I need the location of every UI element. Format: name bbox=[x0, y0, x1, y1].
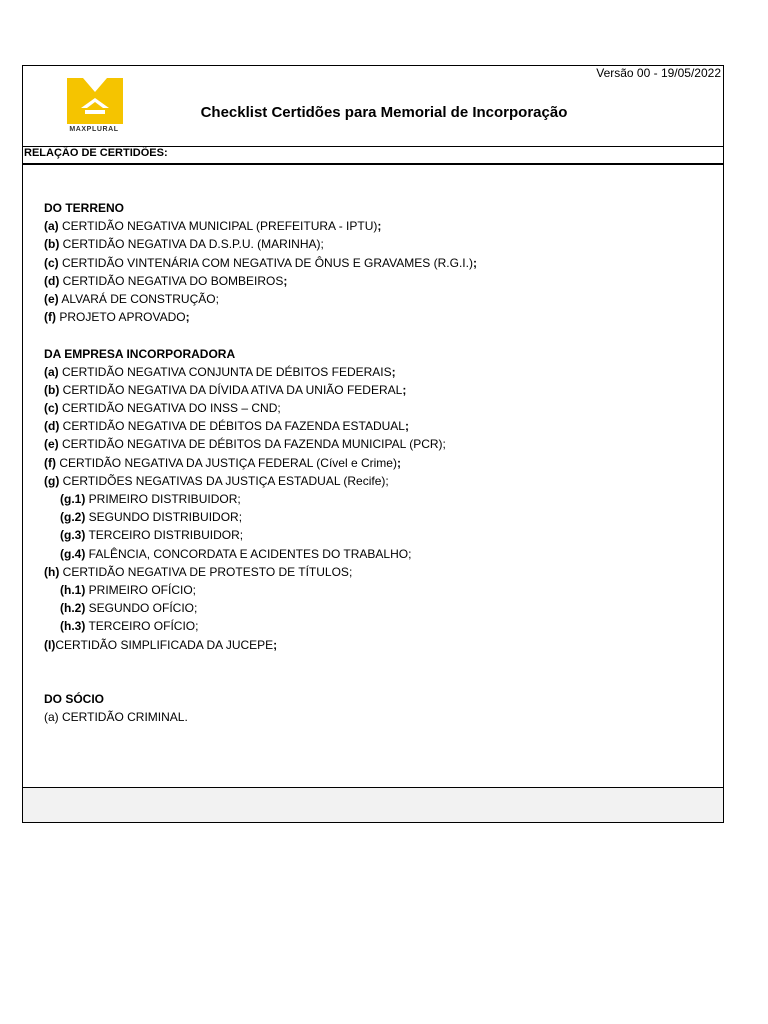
checklist-sheet bbox=[22, 65, 724, 823]
list-item bbox=[44, 617, 723, 635]
list-item bbox=[44, 545, 723, 563]
item-key: (g.2) bbox=[60, 510, 86, 525]
item-key: (d) bbox=[44, 419, 60, 434]
item-text: FALÊNCIA, CONCORDATA E ACIDENTES DO TRABALHO; bbox=[85, 546, 412, 561]
list-item bbox=[44, 708, 723, 726]
item-key: (b) bbox=[44, 382, 60, 397]
list-item bbox=[44, 381, 723, 399]
item-text: CERTIDÃO NEGATIVA DO BOMBEIROS bbox=[59, 273, 284, 288]
item-text: ALVARÁ DE CONSTRUÇÃO; bbox=[58, 291, 219, 306]
item-text: CERTIDÃO NEGATIVA DE DÉBITOS DA FAZENDA MUNICIPAL (PCR); bbox=[58, 437, 446, 452]
item-end: ; bbox=[396, 455, 401, 470]
item-text: CERTIDÃO NEGATIVA DO INSS – CND; bbox=[58, 401, 281, 416]
item-text: CERTIDÃO NEGATIVA DA JUSTIÇA FEDERAL (Cível e Crime) bbox=[56, 455, 397, 470]
item-text: CERTIDÃO VINTENÁRIA COM NEGATIVA DE ÔNUS E GRAVAMES (R.G.I.) bbox=[58, 255, 473, 270]
item-end: ; bbox=[377, 219, 382, 234]
item-key: (g.4) bbox=[60, 546, 86, 561]
footer-band bbox=[23, 788, 723, 822]
item-text: CERTIDÃO SIMPLIFICADA DA JUCEPE bbox=[55, 637, 274, 652]
item-text: PROJETO APROVADO bbox=[56, 310, 186, 325]
item-key: (d) bbox=[44, 273, 60, 288]
item-key: (g.1) bbox=[60, 492, 86, 506]
item-text: SEGUNDO OFÍCIO; bbox=[85, 601, 198, 616]
version-label: Versão 00 - 19/05/2022 bbox=[596, 66, 721, 80]
item-text: PRIMEIRO DISTRIBUIDOR; bbox=[85, 492, 241, 506]
item-key: (g.3) bbox=[60, 528, 86, 543]
item-key: (e) bbox=[44, 291, 59, 306]
item-key: (h.1) bbox=[60, 582, 86, 597]
item-text: SEGUNDO DISTRIBUIDOR; bbox=[85, 510, 243, 525]
item-text: TERCEIRO OFÍCIO; bbox=[85, 619, 199, 634]
list-item bbox=[44, 235, 723, 253]
item-key: (f) bbox=[44, 310, 56, 325]
item-end: ; bbox=[472, 255, 477, 270]
item-text: CERTIDÃO NEGATIVA DA D.S.P.U. (MARINHA); bbox=[59, 237, 324, 252]
item-text: CERTIDÃO NEGATIVA CONJUNTA DE DÉBITOS FEDERAIS bbox=[58, 364, 392, 379]
item-key: (b) bbox=[44, 237, 60, 252]
list-item bbox=[44, 636, 723, 654]
item-key: (e) bbox=[44, 437, 59, 452]
item-text: (a) CERTIDÃO CRIMINAL. bbox=[44, 710, 188, 725]
list-item bbox=[44, 454, 723, 472]
item-key: (h.2) bbox=[60, 601, 86, 616]
header bbox=[23, 66, 723, 147]
item-text: CERTIDÃO NEGATIVA DE PROTESTO DE TÍTULOS; bbox=[59, 564, 353, 579]
item-key: (f) bbox=[44, 455, 56, 470]
list-item bbox=[44, 508, 723, 526]
list-item bbox=[44, 472, 723, 490]
item-end: ; bbox=[391, 364, 396, 379]
item-text: TERCEIRO DISTRIBUIDOR; bbox=[85, 528, 244, 543]
list-item bbox=[44, 399, 723, 417]
relacao-label: RELAÇÃO DE CERTIDÕES: bbox=[23, 147, 723, 165]
section-heading-empresa: DA EMPRESA INCORPORADORA bbox=[44, 346, 236, 361]
list-item bbox=[44, 363, 723, 381]
item-text: CERTIDÕES NEGATIVAS DA JUSTIÇA ESTADUAL (Recife); bbox=[59, 473, 389, 488]
list-item bbox=[44, 254, 723, 272]
certidoes-list bbox=[23, 165, 723, 788]
list-item bbox=[44, 272, 723, 290]
item-key: (g) bbox=[44, 473, 60, 488]
list-item bbox=[44, 435, 723, 453]
list-item bbox=[44, 599, 723, 617]
item-text: CERTIDÃO NEGATIVA DE DÉBITOS DA FAZENDA ESTADUAL bbox=[59, 419, 405, 434]
item-end: ; bbox=[283, 273, 288, 288]
section-heading-terreno: DO TERRENO bbox=[44, 201, 125, 215]
item-key: (a) bbox=[44, 364, 59, 379]
item-key: (c) bbox=[44, 401, 59, 416]
list-item bbox=[44, 526, 723, 544]
section-heading-socio: DO SÓCIO bbox=[44, 692, 105, 707]
item-end: ; bbox=[185, 310, 190, 325]
item-text: PRIMEIRO OFÍCIO; bbox=[85, 582, 197, 597]
item-end: ; bbox=[404, 419, 409, 434]
item-key: (c) bbox=[44, 255, 59, 270]
item-end: ; bbox=[273, 637, 278, 652]
item-text: CERTIDÃO NEGATIVA MUNICIPAL (PREFEITURA - IPTU) bbox=[58, 219, 378, 234]
item-key: (a) bbox=[44, 219, 59, 234]
page-title: Checklist Certidões para Memorial de Incorporação bbox=[200, 104, 568, 121]
list-item bbox=[44, 563, 723, 581]
item-text: CERTIDÃO NEGATIVA DA DÍVIDA ATIVA DA UNIÃO FEDERAL bbox=[59, 382, 403, 397]
item-key: (h) bbox=[44, 564, 60, 579]
logo-text: MAXPLURAL bbox=[69, 126, 119, 133]
item-end: ; bbox=[402, 382, 407, 397]
list-item bbox=[44, 417, 723, 435]
list-item bbox=[44, 490, 723, 508]
list-item bbox=[44, 308, 723, 326]
list-item bbox=[44, 581, 723, 599]
item-key: (I) bbox=[44, 637, 56, 652]
list-item bbox=[44, 217, 723, 235]
list-item bbox=[44, 290, 723, 308]
item-key: (h.3) bbox=[60, 619, 86, 634]
